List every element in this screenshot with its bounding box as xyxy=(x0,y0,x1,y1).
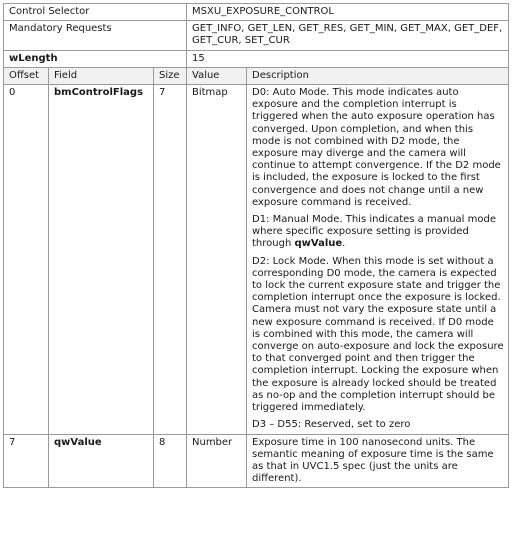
d2-description: D2: Lock Mode. When this mode is set without a corresponding D0 mode, the camera is expected to lock the current exposure state and trigger the completion interrupt once the exposure is locked. Camera must not vary the exposure state until a new exposure command is received. If D0 mode is combined with this mode, the camera will converge on auto-exposure and lock the exposure to that converged point and then trigger the completion interrupt. Locking the exposure when the exposure is already locked should be treated as no-op and the completion interrupt should be triggered immediately. xyxy=(252,255,504,414)
table-row xyxy=(4,434,509,488)
table-row xyxy=(4,85,509,434)
description-cell xyxy=(247,85,509,434)
offset-cell: 0 xyxy=(4,85,49,434)
offset-cell: 7 xyxy=(4,434,49,488)
field-cell: bmControlFlags xyxy=(49,85,154,434)
column-header-offset: Offset xyxy=(4,67,49,84)
column-header-value: Value xyxy=(187,67,247,84)
control-selector-row xyxy=(4,4,509,21)
field-cell: qwValue xyxy=(49,434,154,488)
control-selector-value: MSXU_EXPOSURE_CONTROL xyxy=(187,4,509,21)
control-selector-label: Control Selector xyxy=(4,4,187,21)
wlength-value: 15 xyxy=(187,50,509,67)
size-cell: 7 xyxy=(154,85,187,434)
mandatory-requests-value: GET_INFO, GET_LEN, GET_RES, GET_MIN, GET_MAX, GET_DEF, GET_CUR, SET_CUR xyxy=(187,21,509,50)
value-cell: Number xyxy=(187,434,247,488)
d0-description: D0: Auto Mode. This mode indicates auto exposure and the completion interrupt is triggered when the auto exposure operation has converged. Upon completion, and when this mode is not combined with D2 mode, the exposure may diverge and the camera will continue to attempt convergence. If the D2 mode is included, the exposure is locked to the first convergence and does not change until a new exposure command is received. xyxy=(252,87,501,208)
mandatory-requests-label: Mandatory Requests xyxy=(4,21,187,50)
description-cell: Exposure time in 100 nanosecond units. The semantic meaning of exposure time is the same as that in UVC1.5 spec (just the units are different). xyxy=(247,434,509,488)
spec-table xyxy=(3,3,509,488)
size-cell: 8 xyxy=(154,434,187,488)
d1-description xyxy=(252,214,504,251)
d3-description: D3 – D55: Reserved, set to zero xyxy=(252,419,411,431)
value-cell: Bitmap xyxy=(187,85,247,434)
wlength-row xyxy=(4,50,509,67)
column-header-row xyxy=(4,67,509,84)
d1-end: . xyxy=(342,238,346,250)
column-header-field: Field xyxy=(49,67,154,84)
d1-field-ref: qwValue xyxy=(294,238,343,250)
mandatory-requests-row xyxy=(4,21,509,50)
column-header-description: Description xyxy=(247,67,509,84)
d1-text: D1: Manual Mode. This indicates a manual mode where specific exposure setting is provided through xyxy=(252,214,496,250)
wlength-label: wLength xyxy=(4,50,187,67)
column-header-size: Size xyxy=(154,67,187,84)
